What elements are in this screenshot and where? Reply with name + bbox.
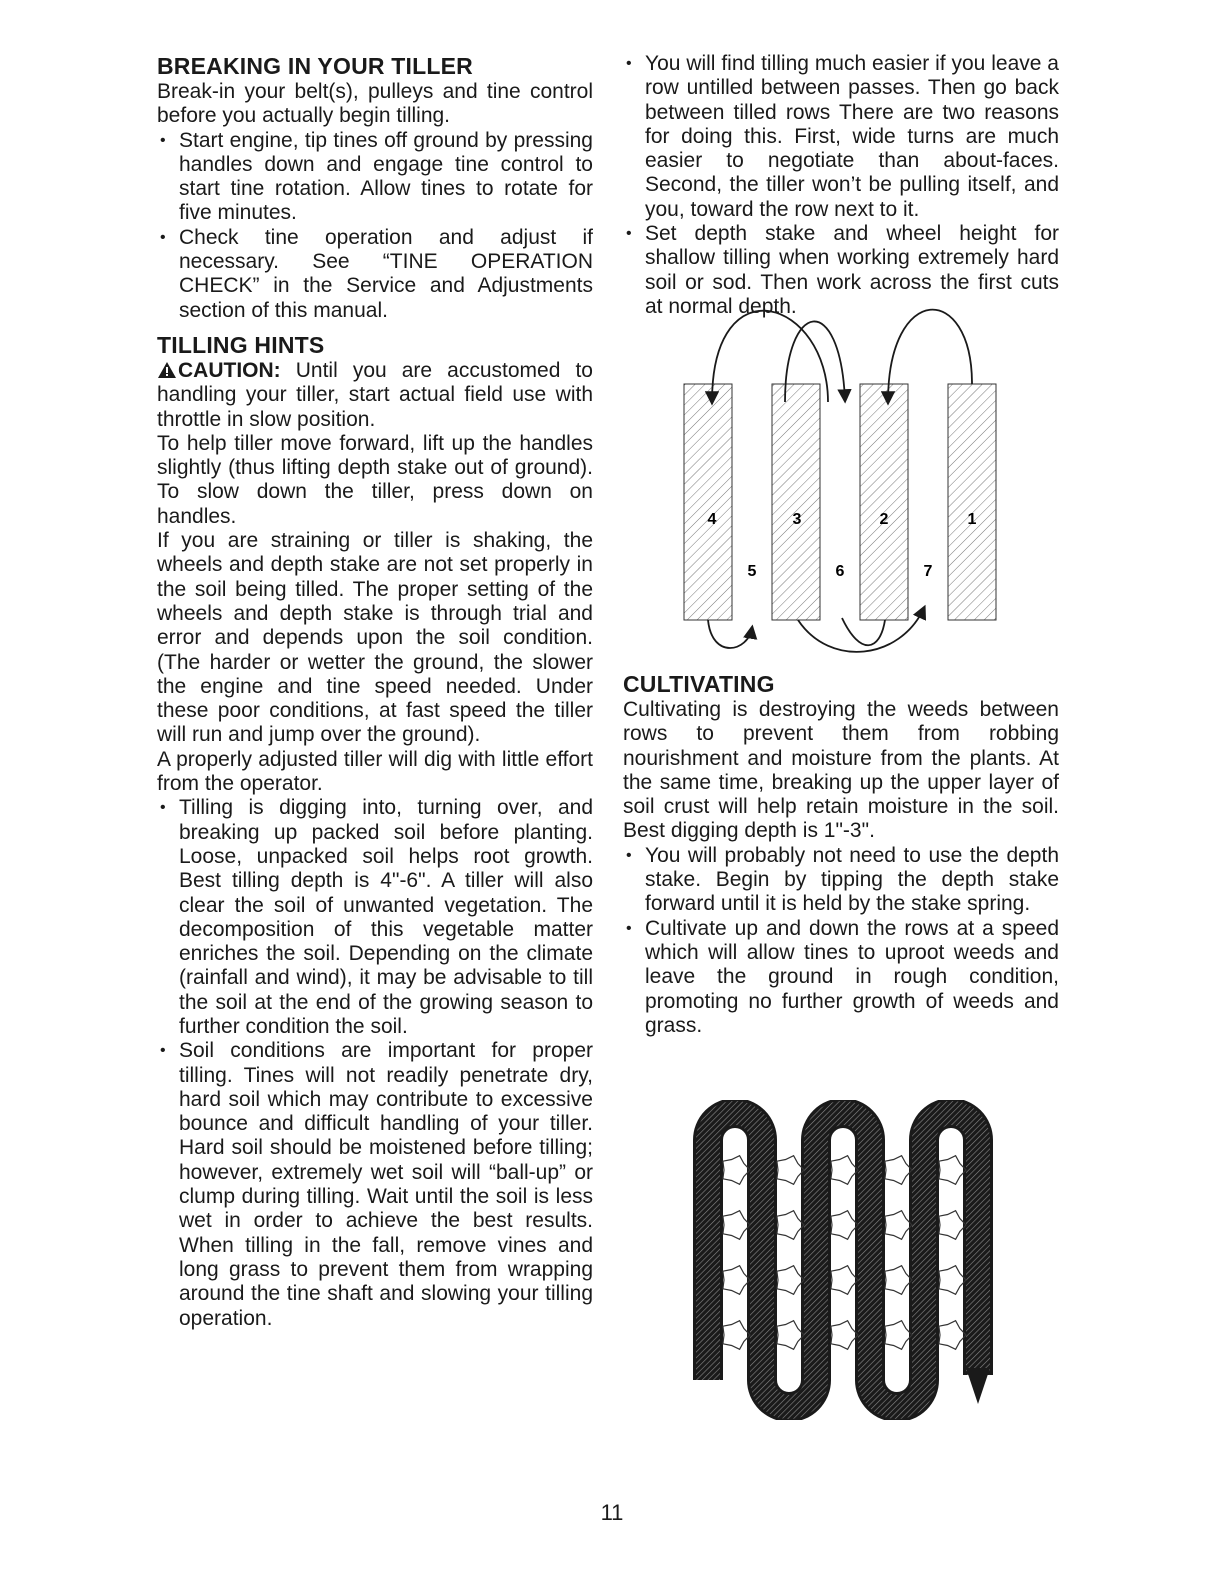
plant-icon	[885, 1266, 912, 1295]
plant-icon	[777, 1156, 804, 1185]
row-label: 1	[967, 511, 977, 528]
row-label: 4	[707, 511, 717, 528]
plant-icon	[723, 1321, 750, 1350]
cultivating-section	[623, 670, 1059, 1038]
turn-arrow	[842, 618, 885, 645]
list-item: • You will find tilling much easier if you leave a row untilled between passes. Then go back between tilled rows There are two reasons for doing this. First, wide turns are much easier to negotiate than about-faces. Second, the tiller won’t be pulling itself, and you, toward the row next to it.	[623, 52, 1059, 222]
caution-label: CAUTION:	[178, 358, 281, 382]
plant-icon	[831, 1211, 858, 1240]
plant-icon	[831, 1266, 858, 1295]
row-label: 5	[747, 563, 757, 580]
row-label: 3	[792, 511, 802, 528]
plant-icon	[831, 1321, 858, 1350]
plant-icon	[777, 1211, 804, 1240]
plant-icon	[723, 1266, 750, 1295]
plant-icon	[939, 1266, 966, 1295]
list-item: • Soil conditions are important for proper tilling. Tines will not readily penetrate dry, hard soil which may contribute to excessive bounce and difficult handling of your tiller. Hard soil should be moistened before tilling; however, extremely wet soil will “ball-up” or clump during tilling. Wait until the soil is less wet in order to achieve the best results. When tilling in the fall, remove vines and long grass to prevent them from wrapping around the tine shaft and slowing your tilling operation.	[157, 1039, 593, 1331]
plant-icon	[939, 1321, 966, 1350]
cultivating-pattern-diagram	[690, 1100, 1010, 1420]
turn-arrow	[708, 620, 752, 648]
list-item: • Set depth stake and wheel height for shallow tilling when working extremely hard soil or sod. Then work across the first cuts at normal depth.	[623, 222, 1059, 319]
list-item: • Tilling is digging into, turning over, and breaking up packed soil before planting. Loose, unpacked soil helps root growth. Best tilling depth is 4"-6". A tiller will also clear the soil of unwanted vegetation. The decomposition of this vegetable matter enriches the soil. Depending on the climate (rainfall and wind), it may be advisable to till the soil at the end of the growing season to further condition the soil.	[157, 796, 593, 1039]
breaking-in-list	[157, 129, 593, 323]
caution-paragraph	[157, 359, 593, 432]
cultivating-heading: CULTIVATING	[623, 671, 775, 697]
cultivating-list	[623, 844, 1059, 1038]
plant-icon	[885, 1156, 912, 1185]
plant-icon	[831, 1156, 858, 1185]
row-label: 7	[923, 563, 933, 580]
direction-arrow-icon	[966, 1368, 990, 1404]
tilling-paragraph-1: To help tiller move forward, lift up the handles slightly (thus lifting depth stake out of ground). To slow down the tiller, press down on handles.	[157, 431, 593, 528]
list-item: • You will probably not need to use the depth stake. Begin by tipping the depth stake forward until it is held by the stake spring.	[623, 844, 1059, 917]
tilling-pattern-diagram	[640, 262, 1020, 662]
plant-icon	[777, 1266, 804, 1295]
tilling-paragraph-2: If you are straining or tiller is shaking, the wheels and depth stake are not set properly in the soil being tilled. The proper setting of the wheels and depth stake is through trial and error and depends upon the soil condition. (The harder or wetter the ground, the slower the engine and tine speed needed. Under these poor conditions, at fast speed the tiller will run and jump over the ground).	[157, 529, 593, 747]
left-column	[157, 52, 593, 1331]
list-item: • Start engine, tip tines off ground by pressing handles down and engage tine control to start tine rotation. Allow tines to rotate for five minutes.	[157, 129, 593, 226]
tilled-row-3	[772, 384, 820, 620]
plant-icon	[723, 1156, 750, 1185]
plant-icon	[939, 1211, 966, 1240]
plant-icon	[939, 1156, 966, 1185]
plant-icon	[885, 1321, 912, 1350]
tilled-row-1	[948, 384, 996, 620]
caution-text: Until you are accustomed to handling your tiller, start actual field use with throttle in slow position.	[157, 358, 593, 431]
tilling-hints-heading: TILLING HINTS	[157, 331, 325, 358]
list-item: • Cultivate up and down the rows at a speed which will allow tines to uproot weeds and leave the ground in rough condition, promoting no further growth of weeds and grass.	[623, 917, 1059, 1038]
breaking-in-heading: BREAKING IN YOUR TILLER	[157, 53, 473, 79]
row-label: 6	[835, 563, 845, 580]
tilled-row-2	[860, 384, 908, 620]
cultivating-path-outline	[708, 1113, 978, 1407]
warning-triangle-icon	[157, 361, 177, 379]
plant-icon	[723, 1211, 750, 1240]
breaking-in-intro: Break-in your belt(s), pulleys and tine control before you actually begin tilling.	[157, 80, 593, 128]
cultivating-intro: Cultivating is destroying the weeds between rows to prevent them from robbing nourishment and moisture from the plants. At the same time, breaking up the upper layer of soil crust will help retain moisture in the soil. Best digging depth is 1"-3".	[623, 698, 1059, 843]
plant-icon	[777, 1321, 804, 1350]
plant-icon	[885, 1211, 912, 1240]
tilled-row-4	[684, 384, 732, 620]
tilling-hints-list	[157, 796, 593, 1331]
tilling-paragraph-3: A properly adjusted tiller will dig with little effort from the operator.	[157, 747, 593, 796]
list-item: • Check tine operation and adjust if necessary. See “TINE OPERATION CHECK” in the Service and Adjustments section of this manual.	[157, 226, 593, 323]
page-number: 11	[600, 1500, 624, 1525]
row-label: 2	[879, 511, 889, 528]
